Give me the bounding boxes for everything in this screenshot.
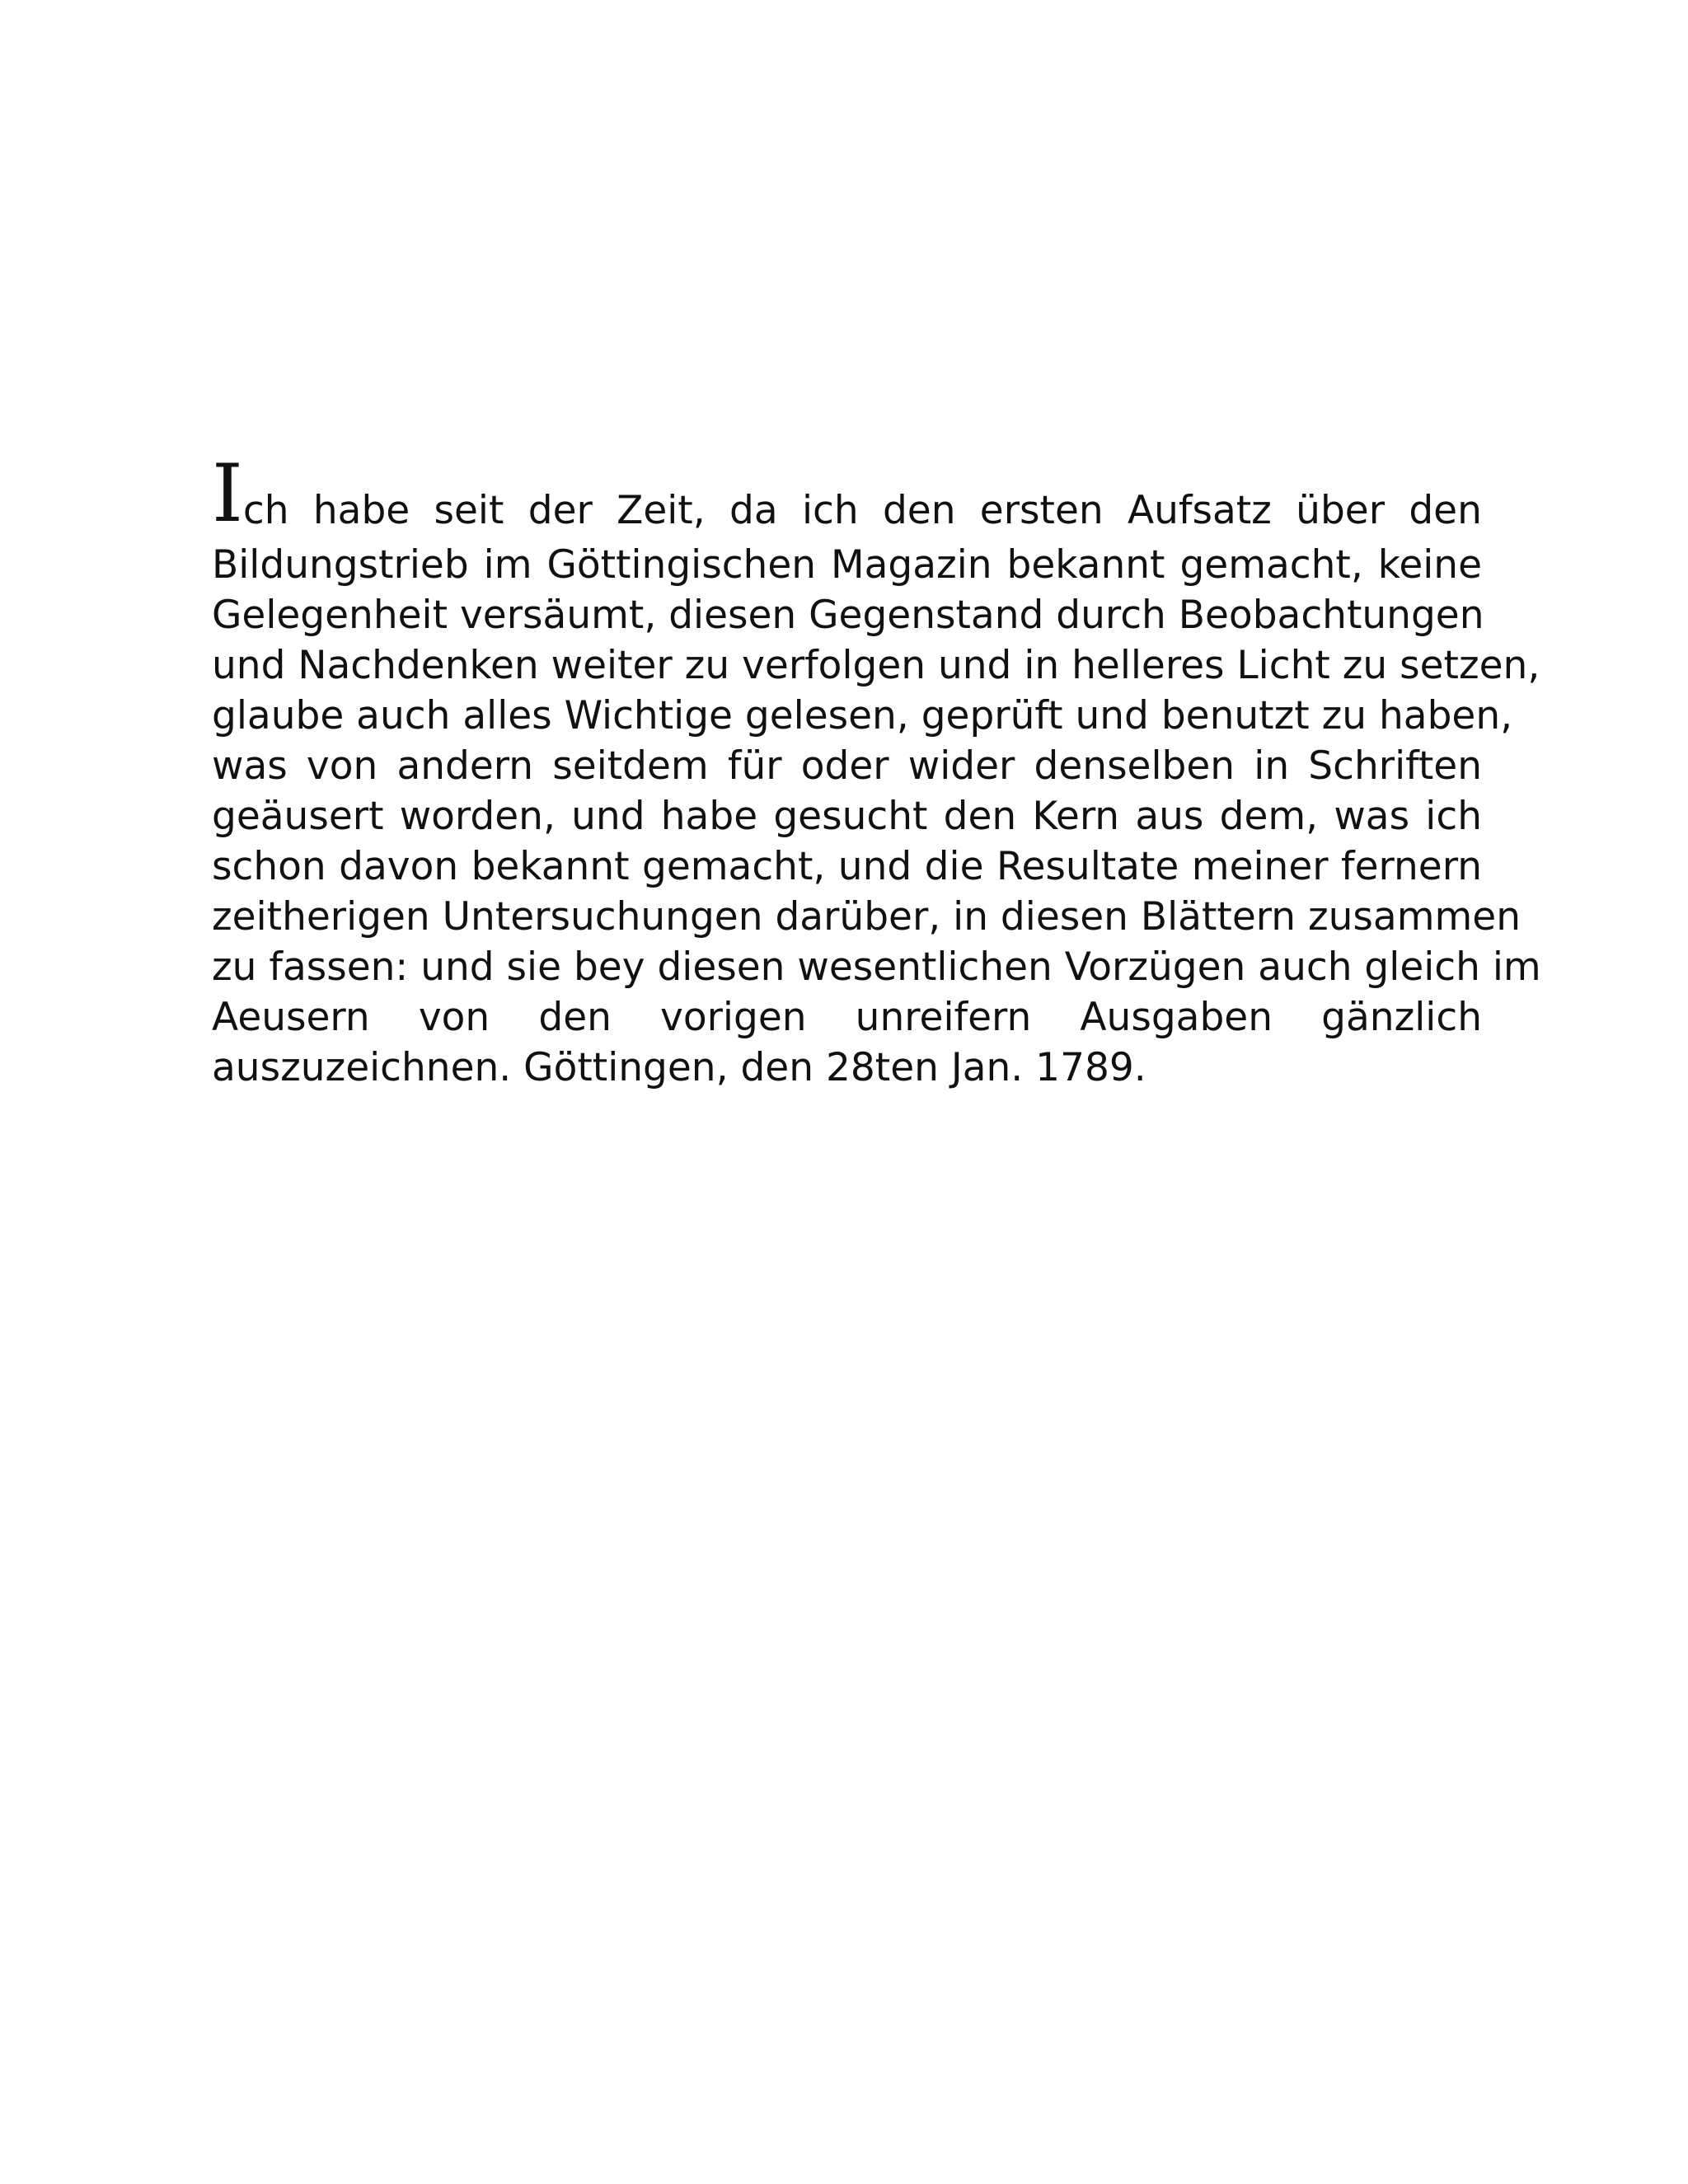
first-word [212,448,289,540]
drop-cap: I [212,448,243,540]
word: den [1409,487,1482,533]
text-line: Aeusern von den vorigen unreifern Ausgaben gänzlich [212,995,1482,1040]
word: ch [242,487,289,533]
word: Aufsatz [1127,487,1272,533]
word: da [729,487,778,533]
preface-paragraph [212,448,1541,1093]
word: ersten [979,487,1104,533]
word: Zeit, [617,487,706,533]
text-line: geäusert worden, und habe gesucht den Kern aus dem, was ich [212,794,1482,839]
word: den [882,487,956,533]
text-line: Gelegenheit versäumt, diesen Gegenstand durch Beobachtungen [212,593,1484,638]
text-line: glaube auch alles Wichtige gelesen, geprüft und benutzt zu haben, [212,693,1513,738]
text-line-last: auszuzeichnen. Göttingen, den 28ten Jan. 1789. [212,1045,1146,1090]
word: der [528,487,593,533]
text-line: schon davon bekannt gemacht, und die Resultate meiner fernern [212,844,1482,889]
text-line: Bildungstrieb im Göttingischen Magazin bekannt gemacht, keine [212,542,1482,588]
text-line: zu fassen: und sie bey diesen wesentlichen Vorzügen auch gleich im [212,944,1541,990]
word: seit [434,487,504,533]
text-line: und Nachdenken weiter zu verfolgen und in helleres Licht zu setzen, [212,643,1540,688]
word: habe [312,487,410,533]
text-line: was von andern seitdem für oder wider denselben in Schriften [212,743,1482,789]
text-line: zeitherigen Untersuchungen darüber, in diesen Blättern zusammen [212,894,1521,940]
word: über [1296,487,1386,533]
word: ich [801,487,859,533]
first-line [212,448,1482,540]
